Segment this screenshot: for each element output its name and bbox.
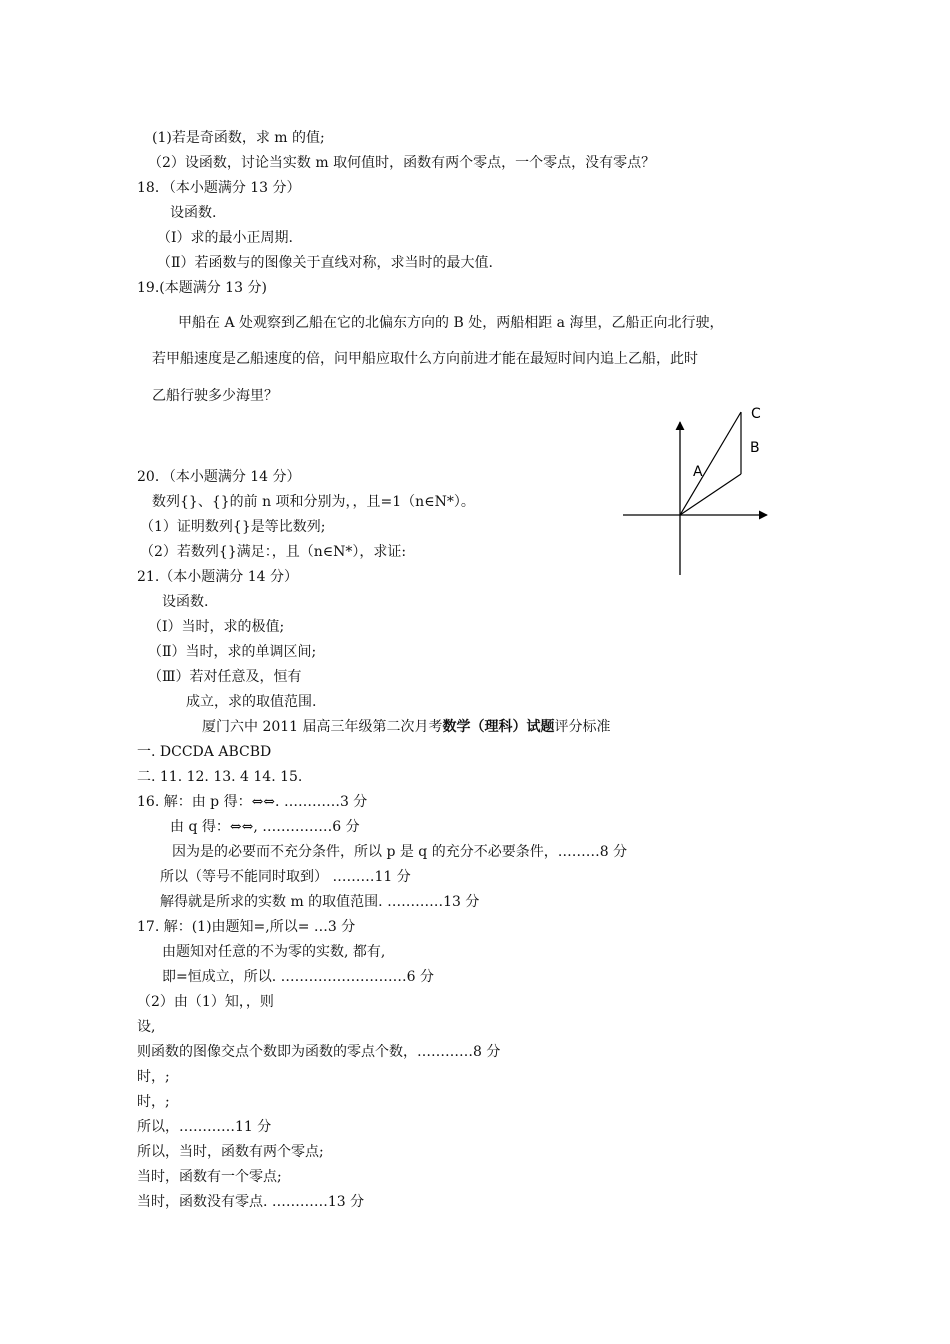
text-line: （2）由（1）知，，则 bbox=[137, 994, 274, 1010]
text-line: 由 q 得：⇔⇔, ……………6 分 bbox=[170, 819, 360, 835]
text-line: 乙船行驶多少海里？ bbox=[152, 388, 278, 404]
text-line: 若甲船速度是乙船速度的倍，问甲船应取什么方向前进才能在最短时间内追上乙船，此时 bbox=[152, 351, 698, 367]
answer-line: 二. 11. 12. 13. 4 14. 15. bbox=[137, 769, 303, 785]
text-line: （1）证明数列{}是等比数列; bbox=[140, 519, 326, 535]
segment-ac bbox=[680, 412, 741, 515]
text-line: 所以，…………11 分 bbox=[137, 1119, 272, 1135]
problem-20-header: 20．（本小题满分 14 分） bbox=[137, 469, 301, 485]
grading-heading bbox=[202, 718, 611, 736]
text-line: （2）设函数，讨论当实数 m 取何值时，函数有两个零点，一个零点，没有零点？ bbox=[148, 155, 656, 171]
problem-19-header: 19.(本题满分 13 分) bbox=[137, 280, 267, 296]
text-line: 设函数. bbox=[170, 205, 217, 221]
text-line: 因为是的必要而不充分条件，所以 p 是 q 的充分不必要条件，………8 分 bbox=[172, 844, 628, 860]
text-line: （2）若数列{}满足：，且（n∈N*），求证: bbox=[140, 544, 407, 560]
text-line: 设函数. bbox=[162, 594, 209, 610]
text-line: （Ⅱ）当时，求的单调区间; bbox=[148, 644, 317, 660]
heading-prefix: 厦门六中 2011 届高三年级第二次月考 bbox=[202, 719, 443, 735]
heading-bold: 数学（理科）试题 bbox=[442, 719, 555, 735]
text-line: 17. 解：(1)由题知=,所以= …3 分 bbox=[137, 919, 356, 935]
text-line: 时，; bbox=[137, 1094, 170, 1110]
text-line: 当时，函数没有零点. …………13 分 bbox=[137, 1194, 365, 1210]
text-line: 甲船在 A 处观察到乙船在它的北偏东方向的 B 处，两船相距 a 海里，乙船正向北行驶， bbox=[178, 315, 724, 331]
answer-line: 一. DCCDA ABCBD bbox=[137, 744, 272, 760]
text-line: (1)若是奇函数，求 m 的值; bbox=[152, 130, 325, 146]
text-line: （Ⅲ）若对任意及，恒有 bbox=[148, 669, 302, 685]
text-line: （Ⅰ）求的最小正周期. bbox=[157, 230, 293, 246]
problem-18-header: 18．（本小题满分 13 分） bbox=[137, 180, 301, 196]
text-line: 设, bbox=[137, 1019, 156, 1035]
segment-ab bbox=[680, 474, 741, 515]
text-line: 时，; bbox=[137, 1069, 170, 1085]
text-line: 解得就是所求的实数 m 的取值范围. …………13 分 bbox=[160, 894, 480, 910]
text-line: 当时，函数有一个零点; bbox=[137, 1169, 282, 1185]
text-line: 所以（等号不能同时取到） ………11 分 bbox=[160, 869, 411, 885]
label-a: A bbox=[693, 464, 703, 480]
label-c: C bbox=[751, 406, 761, 422]
text-line: 16. 解：由 p 得：⇔⇔. …………3 分 bbox=[137, 794, 368, 810]
ship-diagram bbox=[615, 400, 785, 580]
text-line: 由题知对任意的不为零的实数, 都有, bbox=[162, 944, 386, 960]
text-line: 则函数的图像交点个数即为函数的零点个数，…………8 分 bbox=[137, 1044, 501, 1060]
text-line: 成立，求的取值范围. bbox=[186, 694, 317, 710]
heading-suffix: 评分标准 bbox=[554, 719, 611, 735]
text-line: （Ⅰ）当时，求的极值; bbox=[148, 619, 285, 635]
text-line: 即=恒成立，所以. ………………………6 分 bbox=[162, 969, 434, 985]
label-b: B bbox=[750, 440, 760, 456]
text-line: 数列{}、{}的前 n 项和分别为，，且=1（n∈N*）。 bbox=[152, 494, 475, 510]
problem-21-header: 21.（本小题满分 14 分） bbox=[137, 569, 298, 585]
text-line: （Ⅱ）若函数与的图像关于直线对称，求当时的最大值. bbox=[157, 255, 493, 271]
text-line: 所以，当时，函数有两个零点; bbox=[137, 1144, 324, 1160]
